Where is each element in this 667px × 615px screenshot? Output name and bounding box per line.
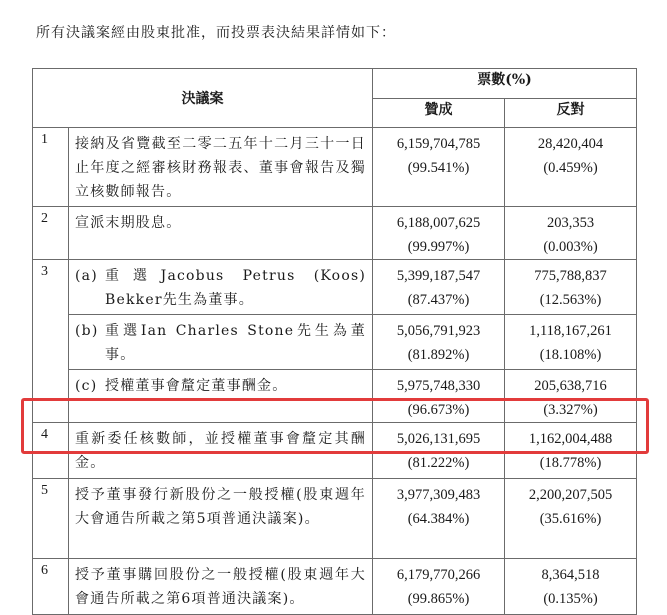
resolution-text: 授予董事購回股份之一般授權(股東週年大會通告所載之第6項普通決議案)。: [69, 559, 373, 615]
for-votes: [373, 559, 505, 615]
highlight-box: [21, 398, 649, 454]
for-count: 5,975,748,330: [396, 378, 481, 394]
row-number: 5: [33, 479, 69, 559]
intro-text: 所有決議案經由股東批准，而投票表決結果詳情如下：: [36, 25, 396, 41]
against-percent: (35.616%): [539, 511, 602, 527]
header-votes: 票數(%): [373, 69, 637, 99]
for-count: 6,188,007,625: [396, 215, 481, 231]
table-row: [33, 479, 637, 559]
resolution-text: [69, 260, 373, 315]
against-count: 203,353: [546, 215, 595, 231]
against-count: 205,638,716: [534, 378, 607, 394]
resolution-text: 接納及省覽截至二零二五年十二月三十一日止年度之經審核財務報表、董事會報告及獨立核數師報告。: [69, 128, 373, 207]
for-count: 6,159,704,785: [396, 136, 481, 152]
for-percent: (81.892%): [407, 347, 470, 363]
against-votes: [505, 128, 637, 207]
resolution-text: 宣派末期股息。: [69, 207, 373, 260]
against-percent: (3.327%): [543, 402, 598, 418]
row-number: 2: [33, 207, 69, 260]
for-percent: (99.865%): [407, 591, 470, 607]
for-percent: (64.384%): [407, 511, 470, 527]
against-votes: [505, 260, 637, 315]
for-votes: [373, 128, 505, 207]
against-count: 2,200,207,505: [528, 487, 613, 503]
for-count: 5,026,131,695: [396, 431, 481, 447]
resolution-text: 授予董事發行新股份之一般授權(股東週年大會通告所載之第5項普通決議案)。: [69, 479, 373, 559]
against-percent: (18.108%): [539, 347, 602, 363]
against-percent: (0.459%): [543, 160, 598, 176]
sub-letter: (a): [75, 268, 98, 284]
table-row: [33, 128, 637, 207]
row-number: 1: [33, 128, 69, 207]
against-percent: (12.563%): [539, 292, 602, 308]
against-count: 775,788,837: [534, 268, 607, 284]
against-votes: [505, 559, 637, 615]
row-number: 6: [33, 559, 69, 615]
table-row: [33, 315, 637, 370]
header-for: 贊成: [373, 98, 505, 128]
against-count: 1,118,167,261: [529, 323, 612, 339]
resolution-text: [69, 315, 373, 370]
for-percent: (81.222%): [407, 455, 470, 471]
against-percent: (18.778%): [539, 455, 602, 471]
against-votes: [505, 315, 637, 370]
for-percent: (96.673%): [407, 402, 470, 418]
sub-text: 重選Ian Charles Stone先生為董事。: [105, 323, 366, 363]
for-count: 6,179,770,266: [396, 567, 481, 583]
against-count: 1,162,004,488: [528, 431, 613, 447]
header-resolution: 決議案: [33, 69, 373, 128]
for-votes: [373, 260, 505, 315]
for-count: 3,977,309,483: [396, 487, 481, 503]
for-percent: (99.997%): [407, 239, 470, 255]
for-votes: [373, 315, 505, 370]
against-count: 28,420,404: [537, 136, 604, 152]
table-row: [33, 260, 637, 315]
resolution-text: 重新委任核數師，並授權董事會釐定其酬金。: [69, 423, 373, 479]
against-percent: (0.135%): [543, 591, 598, 607]
header-against: 反對: [505, 98, 637, 128]
sub-text: 重選Jacobus Petrus (Koos) Bekker先生為董事。: [105, 268, 366, 308]
for-votes: [373, 479, 505, 559]
for-count: 5,056,791,923: [396, 323, 481, 339]
row-number: 3: [33, 260, 69, 423]
table-row: [33, 207, 637, 260]
for-count: 5,399,187,547: [396, 268, 481, 284]
against-count: 8,364,518: [541, 567, 600, 583]
against-votes: [505, 207, 637, 260]
for-percent: (99.541%): [407, 160, 470, 176]
against-votes: [505, 479, 637, 559]
against-percent: (0.003%): [543, 239, 598, 255]
sub-text: 授權董事會釐定董事酬金。: [105, 378, 288, 394]
for-percent: (87.437%): [407, 292, 470, 308]
voting-results-table: [32, 68, 637, 615]
sub-letter: (b): [75, 323, 99, 339]
row-number: 4: [33, 423, 69, 479]
sub-letter: (c): [75, 378, 98, 394]
table-row: [33, 559, 637, 615]
for-votes: [373, 207, 505, 260]
